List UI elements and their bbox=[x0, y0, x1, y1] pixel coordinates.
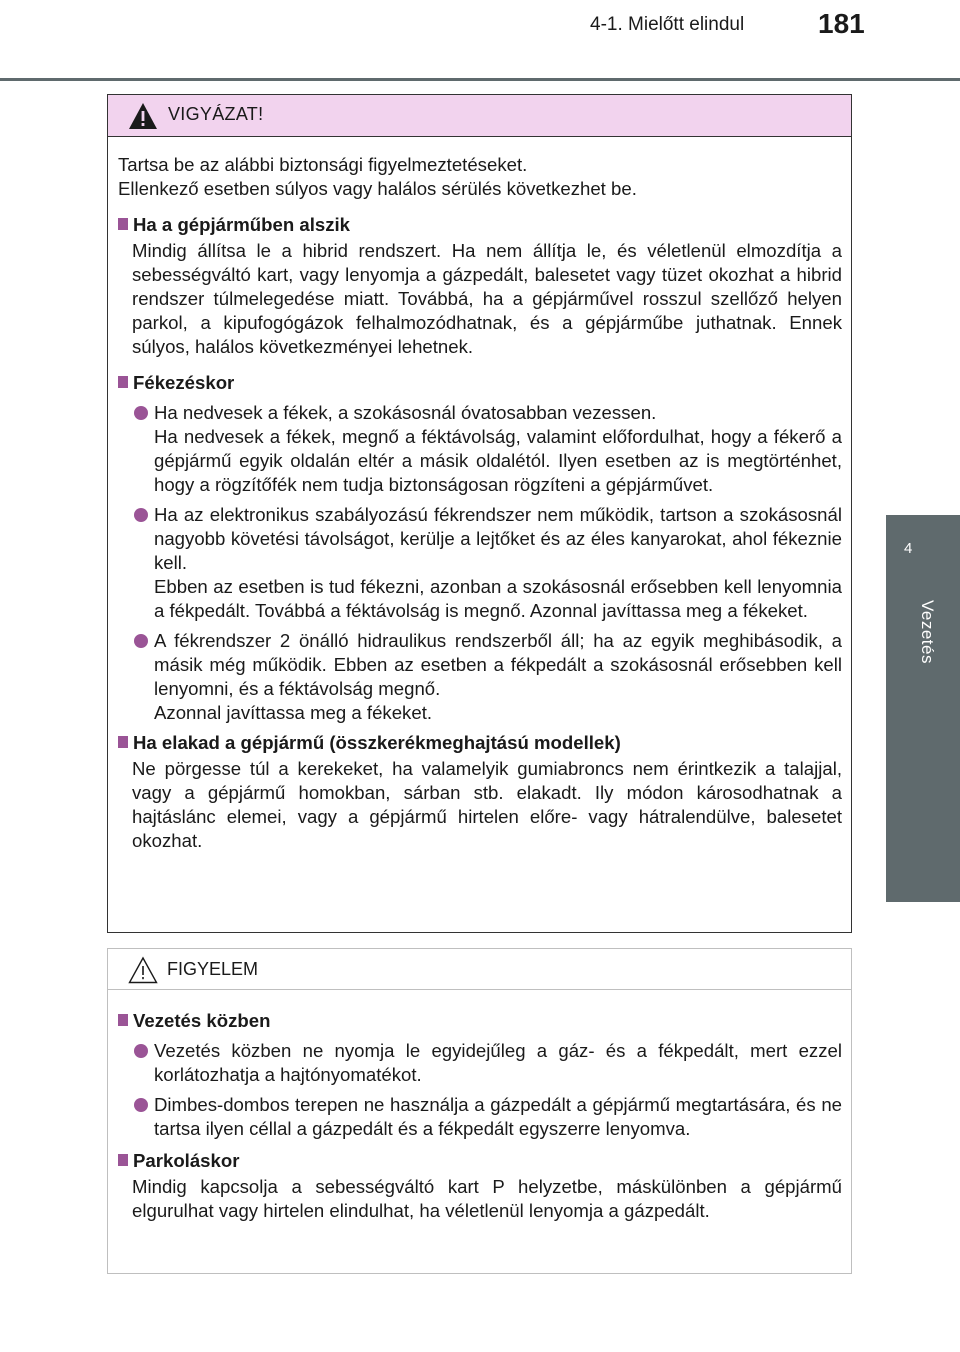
caution-header bbox=[108, 95, 851, 137]
notice-box bbox=[107, 948, 852, 1274]
side-tab bbox=[886, 515, 960, 597]
list-item bbox=[132, 1039, 842, 1087]
section-heading: Ha a gépjárműben alszik bbox=[118, 213, 842, 237]
paragraph-text: Mindig kapcsolja a sebességváltó kart P helyzetbe, máskülönben a gépjármű elgurulhat vagy hirtelen elindulhat, ha véletlenül lenyomja a gázpedált. bbox=[132, 1176, 842, 1221]
bullet-text: Ha nedvesek a fékek, a szokásosnál óvatosabban vezessen. bbox=[154, 402, 657, 423]
header-title: 4-1. Mielőtt elindul bbox=[590, 14, 745, 35]
bullet-text: A fékrendszer 2 önálló hidraulikus rendszerből áll; ha az egyik meghibásodik, a másik még működik. Ebben az esetben a fékpedált a szokásosnál erősebben kell lenyomni, és a féktávolság megnő. bbox=[154, 630, 842, 699]
section-heading: Vezetés közben bbox=[118, 1009, 842, 1033]
list-item bbox=[132, 503, 842, 623]
page-number: 181 bbox=[818, 8, 865, 39]
bullet-text: Dimbes-dombos terepen ne használja a gázpedált a gépjármű megtartására, és ne tartsa ilyen céllal a gázpedált és a fékpedált egyszerre lenyomva. bbox=[154, 1094, 842, 1139]
bullet-text: Ebben az esetben is tud fékezni, azonban a szokásosnál erősebben kell lenyomnia a fékpedált. Továbbá a féktávolság is megnő. Azonnal javíttassa meg a fékeket. bbox=[154, 576, 842, 621]
section-paragraph bbox=[132, 239, 842, 359]
section-paragraph bbox=[132, 1175, 842, 1223]
bullet-text: Ha az elektronikus szabályozású fékrendszer nem működik, tartson a szokásosnál nagyobb követési távolságot, kerülje a lejtőket és az éles kanyarokat, ahol fékeznie kell. bbox=[154, 504, 842, 573]
bullet-text: Vezetés közben ne nyomja le egyidejűleg a gáz- és a fékpedált, mert ezzel korlátozhatja a hajtónyomatékot. bbox=[154, 1040, 842, 1085]
side-tab-label: Vezetés bbox=[918, 600, 937, 664]
warning-triangle-filled-icon bbox=[128, 102, 158, 130]
section-parking bbox=[118, 1149, 842, 1223]
list-item bbox=[132, 1093, 842, 1141]
notice-title: FIGYELEM bbox=[167, 959, 259, 979]
side-tab-number: 4 bbox=[904, 540, 913, 557]
bullet-text: Azonnal javíttassa meg a fékeket. bbox=[154, 702, 433, 723]
intro-line: Ellenkező esetben súlyos vagy halálos sérülés következhet be. bbox=[118, 178, 637, 199]
section-paragraph bbox=[132, 757, 842, 853]
section-braking bbox=[118, 371, 842, 725]
warning-triangle-outline-icon bbox=[128, 956, 158, 984]
caution-title: VIGYÁZAT! bbox=[168, 104, 264, 124]
section-heading: Parkoláskor bbox=[118, 1149, 842, 1173]
caution-content bbox=[118, 153, 842, 853]
paragraph-text: Mindig állítsa le a hibrid rendszert. Ha nem állítja le, és véletlenül elmozdítja a sebességváltó kart, vagy lenyomja a gázpedált, balesetet vagy tüzet okozhat a hibrid rendszer túlmelegedése miatt. Továbbá, ha a gépjárművel rosszul szellőző helyen parkol, a kipufogógázok felhalmozódhatnak, és a gépjárműbe juthatnak. Ennek súlyos, halálos következményei lehetnek. bbox=[132, 240, 842, 357]
intro-line: Tartsa be az alábbi biztonsági figyelmeztetéseket. bbox=[118, 154, 528, 175]
section-heading: Ha elakad a gépjármű (összkerékmeghajtású modellek) bbox=[118, 731, 842, 755]
paragraph-text: Ne pörgesse túl a kerekeket, ha valamelyik gumiabroncs nem érintkezik a talajjal, vagy a gépjármű homokban, sárban stb. elakadt. Ily módon károsodhatnak a hajtáslánc elemei, vagy a gépjármű hirtelen előre- vagy hátralendülve, balesetet okozhat. bbox=[132, 758, 842, 851]
section-sleeping bbox=[118, 213, 842, 359]
section-driving bbox=[118, 1009, 842, 1141]
list-item bbox=[132, 401, 842, 497]
caution-box bbox=[107, 94, 852, 933]
notice-content bbox=[118, 1009, 842, 1223]
section-heading: Fékezéskor bbox=[118, 371, 842, 395]
header-rule bbox=[0, 78, 960, 81]
bullet-text: Ha nedvesek a fékek, megnő a féktávolság, valamint előfordulhat, hogy a fékerő a gépjármű egyik oldalán eltér a másik oldalétól. Ilyen esetben az is megtörténhet, hogy a rögzítőfék nem tudja biztonságosan rögzíteni a gépjárművet. bbox=[154, 426, 842, 495]
list-item bbox=[132, 629, 842, 725]
caution-intro bbox=[118, 153, 842, 201]
section-stuck-vehicle bbox=[118, 731, 842, 853]
notice-header bbox=[108, 949, 851, 990]
